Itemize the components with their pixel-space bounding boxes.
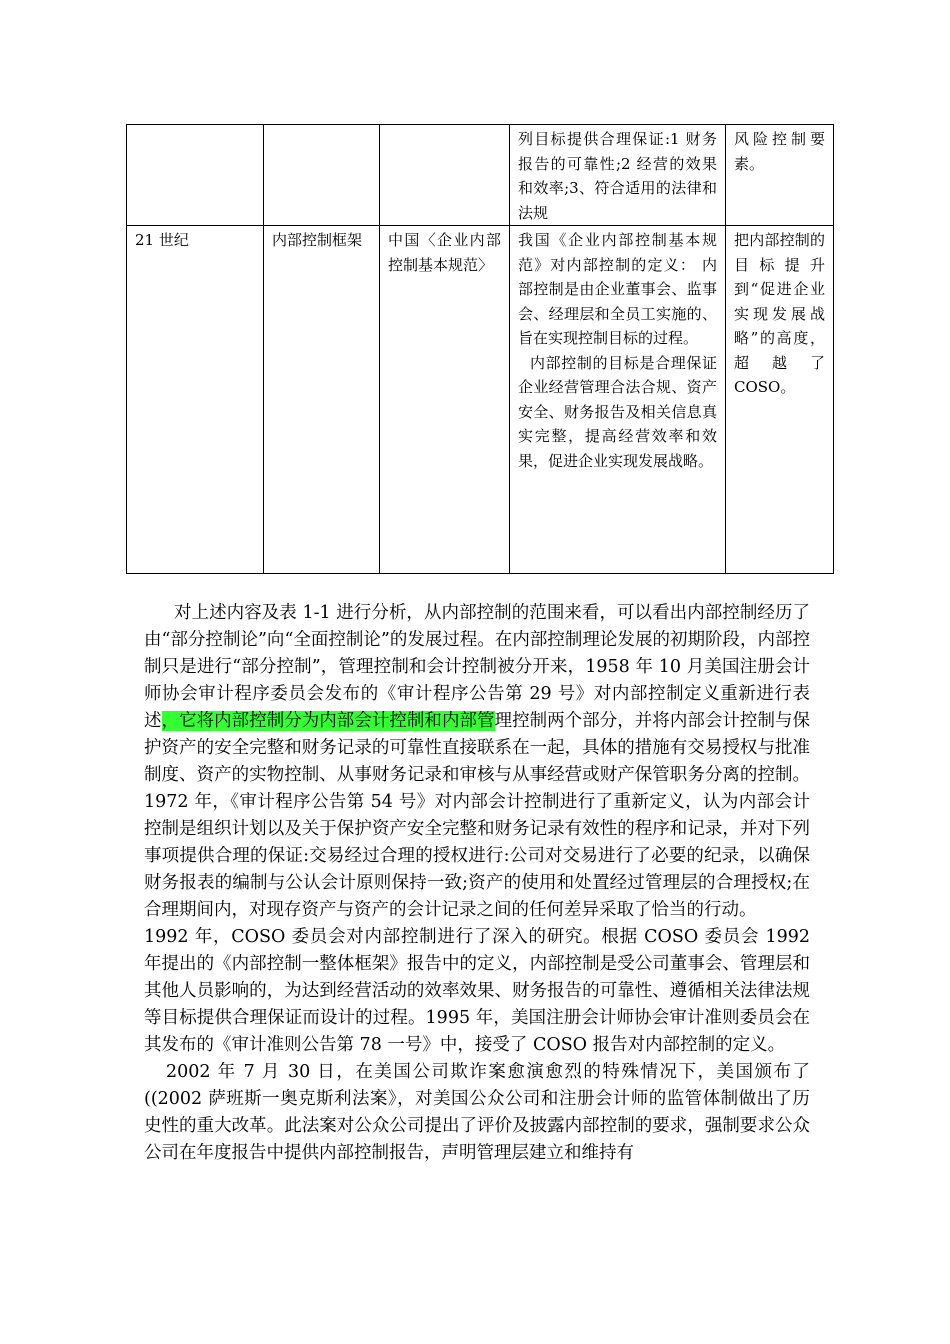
era-cell: 21 世纪: [127, 226, 264, 574]
definition-cell: 列目标提供合理保证:1 财务报告的可靠性;2 经营的效果和效率;3、符合适用的法律和法规: [510, 125, 726, 226]
theory-cell: [264, 125, 380, 226]
highlighted-text: ，它将内部控制分为内部会计控制和内部管: [161, 711, 495, 731]
remark-cell: 把内部控制的目标提升到“促进企业实现发展战略”的高度，超越了COSO。: [726, 226, 834, 574]
remark-cell: 风险控制要素。: [726, 125, 834, 226]
internal-control-table: [126, 124, 834, 574]
theory-cell: 内部控制框架: [264, 226, 380, 574]
era-cell: [127, 125, 264, 226]
definition-paragraph: 我国《企业内部控制基本规范》对内部控制的定义： 内部控制是由企业董事会、监事会、经理层和全员工实施的、旨在实现控制目标的过程。: [518, 231, 717, 347]
body-text: [144, 600, 810, 1167]
paragraph: 1992 年，COSO 委员会对内部控制进行了深入的研究。根据 COSO 委员会 1992 年提出的《内部控制一整体框架》报告中的定义，内部控制是受公司董事会、管理层和其他人员影响的，为达到经营活动的效率效果、财务报告的可靠性、遵循相关法律法规等目标提供合理保证而设计的过程。1995 年，美国注册会计师协会审计准则委员会在其发布的《审计准则公告第 78 一号》中，接受了 COSO 报告对内部控制的定义。: [144, 927, 810, 1055]
source-cell: 中国〈企业内部控制基本规范〉: [380, 226, 510, 574]
paragraph: 2002 年 7 月 30 日，在美国公司欺诈案愈演愈烈的特殊情况下，美国颁布了((2002 萨班斯一奥克斯利法案》，对美国公众公司和注册会计师的监管体制做出了历史性的重大改革。此法案对公众公司提出了评价及披露内部控制的要求，强制要求公众公司在年度报告中提供内部控制报告，声明管理层建立和维持有: [144, 1062, 810, 1163]
paragraph: [144, 600, 810, 924]
text-run: 对上述内容及表 1-1 进行分析，从内部控制的范围来看，可以看出内部控制经历了由“部分控制论”向“全面控制论”的发展过程。在内部控制理论发展的初期阶段，内部控制只是进行“部分控制”，管理控制和会计控制被分开来，1958 年 10 月美国注册会计师协会审计程序委员会发布的《审计程序公告第 29 号》对内部控制定义重新进行表述: [144, 603, 810, 731]
source-cell: [380, 125, 510, 226]
table-row: [127, 226, 834, 574]
table-row: [127, 125, 834, 226]
definition-cell: [510, 226, 726, 574]
definition-paragraph: 内部控制的目标是合理保证企业经营管理合法合规、资产安全、财务报告及相关信息真实完整，提高经营效率和效果，促进企业实现发展战略。: [518, 353, 717, 470]
text-run: 理控制两个部分，并将内部会计控制与保护资产的安全完整和财务记录的可靠性直接联系在一起，具体的措施有交易授权与批准制度、资产的实物控制、从事财务记录和审核与从事经营或财产保管职务分离的控制。1972 年，《审计程序公告第 54 号》对内部会计控制进行了重新定义，认为内部会计控制是组织计划以及关于保护资产安全完整和财务记录有效性的程序和记录，并对下列事项提供合理的保证:交易经过合理的授权进行:公司对交易进行了必要的纪录，以确保财务报表的编制与公认会计原则保持一致;资产的使用和处置经过管理层的合理授权;在合理期间内，对现存资产与资产的会计记录之间的任何差异采取了恰当的行动。: [144, 711, 811, 920]
